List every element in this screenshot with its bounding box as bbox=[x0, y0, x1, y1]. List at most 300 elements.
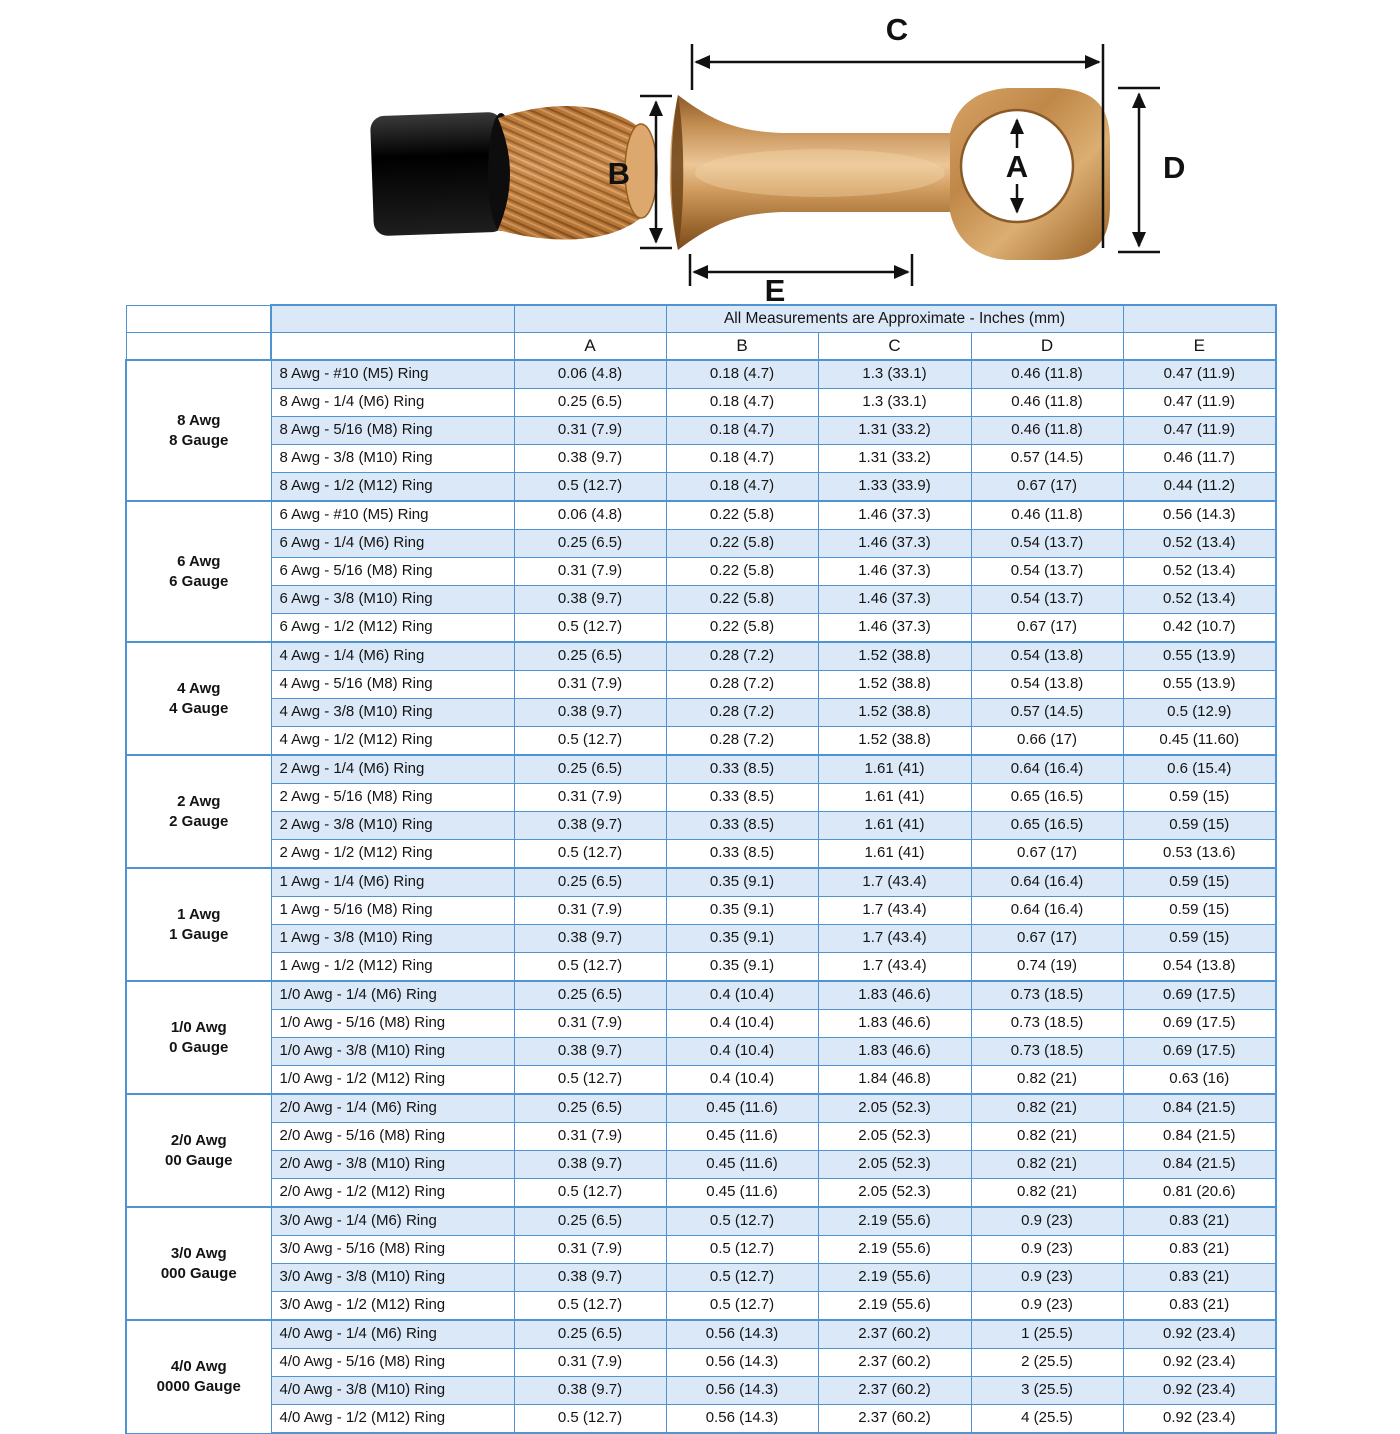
row-description: 2 Awg - 3/8 (M10) Ring bbox=[271, 812, 514, 840]
value-a: 0.31 (7.9) bbox=[514, 1123, 666, 1151]
group-label bbox=[126, 642, 271, 755]
table-row bbox=[126, 953, 1276, 982]
value-d: 0.82 (21) bbox=[971, 1094, 1123, 1123]
lug-illustration bbox=[670, 88, 1110, 260]
value-b: 0.5 (12.7) bbox=[666, 1264, 818, 1292]
row-description: 1 Awg - 1/4 (M6) Ring bbox=[271, 868, 514, 897]
value-c: 2.05 (52.3) bbox=[818, 1151, 971, 1179]
value-b: 0.22 (5.8) bbox=[666, 614, 818, 643]
table-row bbox=[126, 473, 1276, 502]
value-b: 0.33 (8.5) bbox=[666, 755, 818, 784]
table-row bbox=[126, 1292, 1276, 1321]
value-c: 1.61 (41) bbox=[818, 812, 971, 840]
value-a: 0.38 (9.7) bbox=[514, 1038, 666, 1066]
value-d: 0.82 (21) bbox=[971, 1179, 1123, 1208]
row-description: 8 Awg - 3/8 (M10) Ring bbox=[271, 445, 514, 473]
spec-table bbox=[125, 304, 1277, 1434]
table-row bbox=[126, 530, 1276, 558]
row-description: 4 Awg - 3/8 (M10) Ring bbox=[271, 699, 514, 727]
value-e: 0.84 (21.5) bbox=[1123, 1123, 1276, 1151]
value-a: 0.25 (6.5) bbox=[514, 530, 666, 558]
value-b: 0.33 (8.5) bbox=[666, 840, 818, 869]
value-b: 0.4 (10.4) bbox=[666, 1038, 818, 1066]
value-c: 1.7 (43.4) bbox=[818, 953, 971, 982]
group-label bbox=[126, 1207, 271, 1320]
value-b: 0.28 (7.2) bbox=[666, 671, 818, 699]
value-b: 0.18 (4.7) bbox=[666, 389, 818, 417]
value-a: 0.25 (6.5) bbox=[514, 1094, 666, 1123]
value-c: 1.3 (33.1) bbox=[818, 389, 971, 417]
table-row bbox=[126, 445, 1276, 473]
value-e: 0.54 (13.8) bbox=[1123, 953, 1276, 982]
row-description: 6 Awg - #10 (M5) Ring bbox=[271, 501, 514, 530]
value-d: 0.67 (17) bbox=[971, 840, 1123, 869]
value-b: 0.28 (7.2) bbox=[666, 699, 818, 727]
value-d: 0.9 (23) bbox=[971, 1264, 1123, 1292]
value-a: 0.25 (6.5) bbox=[514, 755, 666, 784]
value-e: 0.92 (23.4) bbox=[1123, 1405, 1276, 1434]
group-label-line1: 3/0 Awg bbox=[170, 1245, 227, 1262]
column-header-b: B bbox=[666, 333, 818, 361]
value-e: 0.47 (11.9) bbox=[1123, 417, 1276, 445]
row-description: 8 Awg - 1/2 (M12) Ring bbox=[271, 473, 514, 502]
value-d: 4 (25.5) bbox=[971, 1405, 1123, 1434]
value-b: 0.28 (7.2) bbox=[666, 727, 818, 756]
value-a: 0.38 (9.7) bbox=[514, 1264, 666, 1292]
value-a: 0.06 (4.8) bbox=[514, 360, 666, 389]
value-c: 1.31 (33.2) bbox=[818, 445, 971, 473]
header-spacer bbox=[126, 305, 271, 333]
group-label-line2: 00 Gauge bbox=[164, 1151, 233, 1169]
row-description: 3/0 Awg - 1/2 (M12) Ring bbox=[271, 1292, 514, 1321]
value-e: 0.83 (21) bbox=[1123, 1236, 1276, 1264]
value-b: 0.35 (9.1) bbox=[666, 953, 818, 982]
group-label-line1: 1 Awg bbox=[177, 906, 221, 923]
value-b: 0.22 (5.8) bbox=[666, 530, 818, 558]
value-d: 0.64 (16.4) bbox=[971, 897, 1123, 925]
value-d: 0.67 (17) bbox=[971, 925, 1123, 953]
value-d: 0.74 (19) bbox=[971, 953, 1123, 982]
value-e: 0.55 (13.9) bbox=[1123, 671, 1276, 699]
row-description: 4 Awg - 1/4 (M6) Ring bbox=[271, 642, 514, 671]
table-row bbox=[126, 784, 1276, 812]
row-description: 6 Awg - 5/16 (M8) Ring bbox=[271, 558, 514, 586]
row-description: 2/0 Awg - 1/2 (M12) Ring bbox=[271, 1179, 514, 1208]
value-e: 0.47 (11.9) bbox=[1123, 389, 1276, 417]
table-row bbox=[126, 586, 1276, 614]
group-label bbox=[126, 501, 271, 642]
table-row bbox=[126, 925, 1276, 953]
value-a: 0.31 (7.9) bbox=[514, 1010, 666, 1038]
table-row bbox=[126, 360, 1276, 389]
value-e: 0.47 (11.9) bbox=[1123, 360, 1276, 389]
group-label-line1: 1/0 Awg bbox=[170, 1019, 227, 1036]
value-e: 0.59 (15) bbox=[1123, 868, 1276, 897]
row-description: 3/0 Awg - 3/8 (M10) Ring bbox=[271, 1264, 514, 1292]
row-description: 4/0 Awg - 5/16 (M8) Ring bbox=[271, 1349, 514, 1377]
dimension-diagram bbox=[0, 0, 1400, 308]
dim-label-d: D bbox=[1163, 150, 1186, 185]
value-b: 0.45 (11.6) bbox=[666, 1151, 818, 1179]
value-a: 0.31 (7.9) bbox=[514, 417, 666, 445]
table-area bbox=[125, 304, 1275, 1434]
value-a: 0.5 (12.7) bbox=[514, 1179, 666, 1208]
value-d: 0.54 (13.8) bbox=[971, 671, 1123, 699]
group-label-line1: 2/0 Awg bbox=[170, 1132, 227, 1149]
row-description: 6 Awg - 3/8 (M10) Ring bbox=[271, 586, 514, 614]
table-row bbox=[126, 417, 1276, 445]
group-label bbox=[126, 755, 271, 868]
group-label-line1: 2 Awg bbox=[177, 793, 221, 810]
group-label bbox=[126, 1320, 271, 1433]
row-description: 1 Awg - 3/8 (M10) Ring bbox=[271, 925, 514, 953]
value-c: 1.46 (37.3) bbox=[818, 586, 971, 614]
value-e: 0.83 (21) bbox=[1123, 1207, 1276, 1236]
value-d: 0.73 (18.5) bbox=[971, 981, 1123, 1010]
value-a: 0.5 (12.7) bbox=[514, 953, 666, 982]
value-e: 0.92 (23.4) bbox=[1123, 1377, 1276, 1405]
value-c: 1.52 (38.8) bbox=[818, 727, 971, 756]
row-description: 3/0 Awg - 5/16 (M8) Ring bbox=[271, 1236, 514, 1264]
value-b: 0.33 (8.5) bbox=[666, 784, 818, 812]
header-spacer bbox=[126, 333, 271, 361]
table-row bbox=[126, 1151, 1276, 1179]
group-label bbox=[126, 981, 271, 1094]
value-e: 0.83 (21) bbox=[1123, 1292, 1276, 1321]
group-label-line2: 0 Gauge bbox=[169, 1038, 229, 1056]
table-row bbox=[126, 1320, 1276, 1349]
table-row bbox=[126, 389, 1276, 417]
value-c: 2.19 (55.6) bbox=[818, 1264, 971, 1292]
value-e: 0.52 (13.4) bbox=[1123, 586, 1276, 614]
header-empty-e bbox=[1123, 305, 1276, 333]
table-row bbox=[126, 642, 1276, 671]
value-b: 0.45 (11.6) bbox=[666, 1123, 818, 1151]
value-a: 0.25 (6.5) bbox=[514, 642, 666, 671]
table-row bbox=[126, 812, 1276, 840]
value-d: 0.9 (23) bbox=[971, 1236, 1123, 1264]
value-b: 0.4 (10.4) bbox=[666, 981, 818, 1010]
value-a: 0.31 (7.9) bbox=[514, 1236, 666, 1264]
value-c: 1.52 (38.8) bbox=[818, 671, 971, 699]
table-row bbox=[126, 1349, 1276, 1377]
table-row bbox=[126, 868, 1276, 897]
value-b: 0.4 (10.4) bbox=[666, 1010, 818, 1038]
group-label-line1: 6 Awg bbox=[177, 553, 221, 570]
table-row bbox=[126, 755, 1276, 784]
value-c: 2.37 (60.2) bbox=[818, 1320, 971, 1349]
table-row bbox=[126, 1377, 1276, 1405]
value-b: 0.35 (9.1) bbox=[666, 868, 818, 897]
group-label-line2: 8 Gauge bbox=[169, 431, 229, 449]
value-b: 0.5 (12.7) bbox=[666, 1207, 818, 1236]
value-e: 0.44 (11.2) bbox=[1123, 473, 1276, 502]
dim-label-b: B bbox=[607, 156, 630, 191]
column-header-a: A bbox=[514, 333, 666, 361]
value-d: 0.65 (16.5) bbox=[971, 784, 1123, 812]
row-description: 8 Awg - 1/4 (M6) Ring bbox=[271, 389, 514, 417]
row-description: 1/0 Awg - 1/4 (M6) Ring bbox=[271, 981, 514, 1010]
column-header-e: E bbox=[1123, 333, 1276, 361]
row-description: 3/0 Awg - 1/4 (M6) Ring bbox=[271, 1207, 514, 1236]
value-e: 0.83 (21) bbox=[1123, 1264, 1276, 1292]
value-c: 1.33 (33.9) bbox=[818, 473, 971, 502]
table-row bbox=[126, 1236, 1276, 1264]
row-description: 2 Awg - 1/4 (M6) Ring bbox=[271, 755, 514, 784]
row-description: 4 Awg - 5/16 (M8) Ring bbox=[271, 671, 514, 699]
row-description: 8 Awg - 5/16 (M8) Ring bbox=[271, 417, 514, 445]
dim-label-e: E bbox=[764, 273, 786, 308]
value-a: 0.5 (12.7) bbox=[514, 614, 666, 643]
value-c: 1.61 (41) bbox=[818, 840, 971, 869]
table-row bbox=[126, 1405, 1276, 1434]
measurements-note: All Measurements are Approximate - Inches (mm) bbox=[666, 305, 1123, 333]
value-d: 0.65 (16.5) bbox=[971, 812, 1123, 840]
value-a: 0.31 (7.9) bbox=[514, 1349, 666, 1377]
value-e: 0.6 (15.4) bbox=[1123, 755, 1276, 784]
value-b: 0.5 (12.7) bbox=[666, 1236, 818, 1264]
table-row bbox=[126, 897, 1276, 925]
table-row bbox=[126, 1264, 1276, 1292]
value-e: 0.84 (21.5) bbox=[1123, 1151, 1276, 1179]
group-label-line2: 000 Gauge bbox=[160, 1264, 237, 1282]
value-c: 1.83 (46.6) bbox=[818, 1038, 971, 1066]
table-row bbox=[126, 558, 1276, 586]
group-label-line1: 4 Awg bbox=[177, 680, 221, 697]
group-label-line2: 1 Gauge bbox=[169, 925, 229, 943]
value-d: 0.66 (17) bbox=[971, 727, 1123, 756]
barrel-highlight bbox=[695, 149, 945, 197]
row-description: 4/0 Awg - 1/4 (M6) Ring bbox=[271, 1320, 514, 1349]
table-row bbox=[126, 1123, 1276, 1151]
value-b: 0.56 (14.3) bbox=[666, 1377, 818, 1405]
value-d: 0.82 (21) bbox=[971, 1066, 1123, 1095]
value-c: 1.7 (43.4) bbox=[818, 868, 971, 897]
value-c: 1.7 (43.4) bbox=[818, 897, 971, 925]
value-d: 0.9 (23) bbox=[971, 1292, 1123, 1321]
group-label-line2: 2 Gauge bbox=[169, 812, 229, 830]
group-label-line1: 4/0 Awg bbox=[170, 1358, 227, 1376]
table-row bbox=[126, 1094, 1276, 1123]
value-e: 0.92 (23.4) bbox=[1123, 1320, 1276, 1349]
group-label bbox=[126, 868, 271, 981]
table-row bbox=[126, 614, 1276, 643]
row-description: 1 Awg - 1/2 (M12) Ring bbox=[271, 953, 514, 982]
value-a: 0.31 (7.9) bbox=[514, 897, 666, 925]
group-label bbox=[126, 360, 271, 501]
value-a: 0.38 (9.7) bbox=[514, 1377, 666, 1405]
spec-table-body bbox=[126, 360, 1276, 1433]
value-e: 0.42 (10.7) bbox=[1123, 614, 1276, 643]
value-c: 1.3 (33.1) bbox=[818, 360, 971, 389]
value-c: 1.52 (38.8) bbox=[818, 642, 971, 671]
value-a: 0.5 (12.7) bbox=[514, 727, 666, 756]
value-d: 0.57 (14.5) bbox=[971, 445, 1123, 473]
table-row bbox=[126, 699, 1276, 727]
value-c: 2.37 (60.2) bbox=[818, 1349, 971, 1377]
value-d: 0.64 (16.4) bbox=[971, 868, 1123, 897]
cable-jacket bbox=[370, 112, 506, 237]
value-d: 0.46 (11.8) bbox=[971, 389, 1123, 417]
group-label-line2: 4 Gauge bbox=[169, 699, 229, 717]
value-b: 0.22 (5.8) bbox=[666, 558, 818, 586]
table-header-note-row bbox=[126, 305, 1276, 333]
value-d: 0.46 (11.8) bbox=[971, 417, 1123, 445]
value-c: 1.46 (37.3) bbox=[818, 530, 971, 558]
value-c: 1.31 (33.2) bbox=[818, 417, 971, 445]
value-b: 0.22 (5.8) bbox=[666, 586, 818, 614]
value-e: 0.69 (17.5) bbox=[1123, 1038, 1276, 1066]
value-a: 0.38 (9.7) bbox=[514, 1151, 666, 1179]
value-c: 2.05 (52.3) bbox=[818, 1179, 971, 1208]
row-description: 6 Awg - 1/2 (M12) Ring bbox=[271, 614, 514, 643]
value-a: 0.31 (7.9) bbox=[514, 784, 666, 812]
table-row bbox=[126, 1010, 1276, 1038]
column-header-d: D bbox=[971, 333, 1123, 361]
column-header-c: C bbox=[818, 333, 971, 361]
value-e: 0.81 (20.6) bbox=[1123, 1179, 1276, 1208]
value-a: 0.5 (12.7) bbox=[514, 1405, 666, 1434]
value-c: 1.46 (37.3) bbox=[818, 501, 971, 530]
value-a: 0.38 (9.7) bbox=[514, 445, 666, 473]
value-d: 0.9 (23) bbox=[971, 1207, 1123, 1236]
value-d: 0.54 (13.7) bbox=[971, 586, 1123, 614]
group-label-line2: 6 Gauge bbox=[169, 572, 229, 590]
value-e: 0.52 (13.4) bbox=[1123, 558, 1276, 586]
value-e: 0.92 (23.4) bbox=[1123, 1349, 1276, 1377]
value-c: 1.61 (41) bbox=[818, 755, 971, 784]
value-a: 0.38 (9.7) bbox=[514, 812, 666, 840]
value-d: 0.73 (18.5) bbox=[971, 1010, 1123, 1038]
value-c: 1.52 (38.8) bbox=[818, 699, 971, 727]
row-description: 1 Awg - 5/16 (M8) Ring bbox=[271, 897, 514, 925]
header-empty-a bbox=[514, 305, 666, 333]
value-e: 0.56 (14.3) bbox=[1123, 501, 1276, 530]
table-row bbox=[126, 671, 1276, 699]
table-row bbox=[126, 1207, 1276, 1236]
value-d: 0.57 (14.5) bbox=[971, 699, 1123, 727]
value-a: 0.25 (6.5) bbox=[514, 868, 666, 897]
value-b: 0.18 (4.7) bbox=[666, 417, 818, 445]
value-a: 0.38 (9.7) bbox=[514, 925, 666, 953]
value-b: 0.4 (10.4) bbox=[666, 1066, 818, 1095]
row-description: 2/0 Awg - 1/4 (M6) Ring bbox=[271, 1094, 514, 1123]
value-a: 0.38 (9.7) bbox=[514, 699, 666, 727]
header-empty-desc bbox=[271, 305, 514, 333]
value-b: 0.28 (7.2) bbox=[666, 642, 818, 671]
group-label bbox=[126, 1094, 271, 1207]
value-e: 0.84 (21.5) bbox=[1123, 1094, 1276, 1123]
value-c: 1.46 (37.3) bbox=[818, 558, 971, 586]
diagram-area bbox=[0, 0, 1400, 308]
value-c: 2.19 (55.6) bbox=[818, 1207, 971, 1236]
group-label-line1: 8 Awg bbox=[177, 412, 221, 429]
value-b: 0.33 (8.5) bbox=[666, 812, 818, 840]
value-e: 0.5 (12.9) bbox=[1123, 699, 1276, 727]
value-b: 0.45 (11.6) bbox=[666, 1094, 818, 1123]
value-b: 0.56 (14.3) bbox=[666, 1349, 818, 1377]
row-description: 2/0 Awg - 5/16 (M8) Ring bbox=[271, 1123, 514, 1151]
value-d: 0.67 (17) bbox=[971, 614, 1123, 643]
value-c: 1.84 (46.8) bbox=[818, 1066, 971, 1095]
value-d: 2 (25.5) bbox=[971, 1349, 1123, 1377]
value-c: 1.7 (43.4) bbox=[818, 925, 971, 953]
value-a: 0.5 (12.7) bbox=[514, 1292, 666, 1321]
value-c: 1.46 (37.3) bbox=[818, 614, 971, 643]
value-b: 0.18 (4.7) bbox=[666, 445, 818, 473]
value-b: 0.18 (4.7) bbox=[666, 360, 818, 389]
value-c: 2.05 (52.3) bbox=[818, 1094, 971, 1123]
value-c: 1.61 (41) bbox=[818, 784, 971, 812]
value-e: 0.55 (13.9) bbox=[1123, 642, 1276, 671]
value-d: 0.82 (21) bbox=[971, 1123, 1123, 1151]
row-description: 1/0 Awg - 3/8 (M10) Ring bbox=[271, 1038, 514, 1066]
dim-label-c: C bbox=[885, 12, 909, 47]
value-e: 0.46 (11.7) bbox=[1123, 445, 1276, 473]
value-d: 0.82 (21) bbox=[971, 1151, 1123, 1179]
value-e: 0.53 (13.6) bbox=[1123, 840, 1276, 869]
value-e: 0.59 (15) bbox=[1123, 784, 1276, 812]
row-description: 6 Awg - 1/4 (M6) Ring bbox=[271, 530, 514, 558]
row-description: 2 Awg - 5/16 (M8) Ring bbox=[271, 784, 514, 812]
table-row bbox=[126, 501, 1276, 530]
value-a: 0.5 (12.7) bbox=[514, 1066, 666, 1095]
value-c: 1.83 (46.6) bbox=[818, 981, 971, 1010]
value-e: 0.59 (15) bbox=[1123, 812, 1276, 840]
table-header-columns-row bbox=[126, 333, 1276, 361]
row-description: 1/0 Awg - 5/16 (M8) Ring bbox=[271, 1010, 514, 1038]
header-empty-cell bbox=[271, 333, 514, 361]
value-b: 0.35 (9.1) bbox=[666, 925, 818, 953]
table-row bbox=[126, 727, 1276, 756]
value-d: 0.64 (16.4) bbox=[971, 755, 1123, 784]
value-c: 2.37 (60.2) bbox=[818, 1405, 971, 1434]
table-row bbox=[126, 1066, 1276, 1095]
value-d: 0.54 (13.8) bbox=[971, 642, 1123, 671]
row-description: 8 Awg - #10 (M5) Ring bbox=[271, 360, 514, 389]
value-c: 2.37 (60.2) bbox=[818, 1377, 971, 1405]
value-e: 0.59 (15) bbox=[1123, 925, 1276, 953]
value-b: 0.56 (14.3) bbox=[666, 1405, 818, 1434]
value-a: 0.5 (12.7) bbox=[514, 473, 666, 502]
value-b: 0.18 (4.7) bbox=[666, 473, 818, 502]
value-a: 0.06 (4.8) bbox=[514, 501, 666, 530]
value-a: 0.31 (7.9) bbox=[514, 671, 666, 699]
value-e: 0.69 (17.5) bbox=[1123, 1010, 1276, 1038]
value-a: 0.25 (6.5) bbox=[514, 981, 666, 1010]
value-e: 0.69 (17.5) bbox=[1123, 981, 1276, 1010]
row-description: 4/0 Awg - 3/8 (M10) Ring bbox=[271, 1377, 514, 1405]
value-a: 0.25 (6.5) bbox=[514, 1320, 666, 1349]
value-a: 0.31 (7.9) bbox=[514, 558, 666, 586]
value-a: 0.25 (6.5) bbox=[514, 389, 666, 417]
value-a: 0.25 (6.5) bbox=[514, 1207, 666, 1236]
value-b: 0.5 (12.7) bbox=[666, 1292, 818, 1321]
value-b: 0.45 (11.6) bbox=[666, 1179, 818, 1208]
value-d: 1 (25.5) bbox=[971, 1320, 1123, 1349]
value-d: 0.46 (11.8) bbox=[971, 360, 1123, 389]
table-row bbox=[126, 981, 1276, 1010]
value-b: 0.35 (9.1) bbox=[666, 897, 818, 925]
value-d: 0.73 (18.5) bbox=[971, 1038, 1123, 1066]
value-d: 0.46 (11.8) bbox=[971, 501, 1123, 530]
value-c: 1.83 (46.6) bbox=[818, 1010, 971, 1038]
value-e: 0.59 (15) bbox=[1123, 897, 1276, 925]
table-row bbox=[126, 1038, 1276, 1066]
group-label-line2: 0000 Gauge bbox=[156, 1377, 241, 1395]
row-description: 4/0 Awg - 1/2 (M12) Ring bbox=[271, 1405, 514, 1434]
value-a: 0.38 (9.7) bbox=[514, 586, 666, 614]
